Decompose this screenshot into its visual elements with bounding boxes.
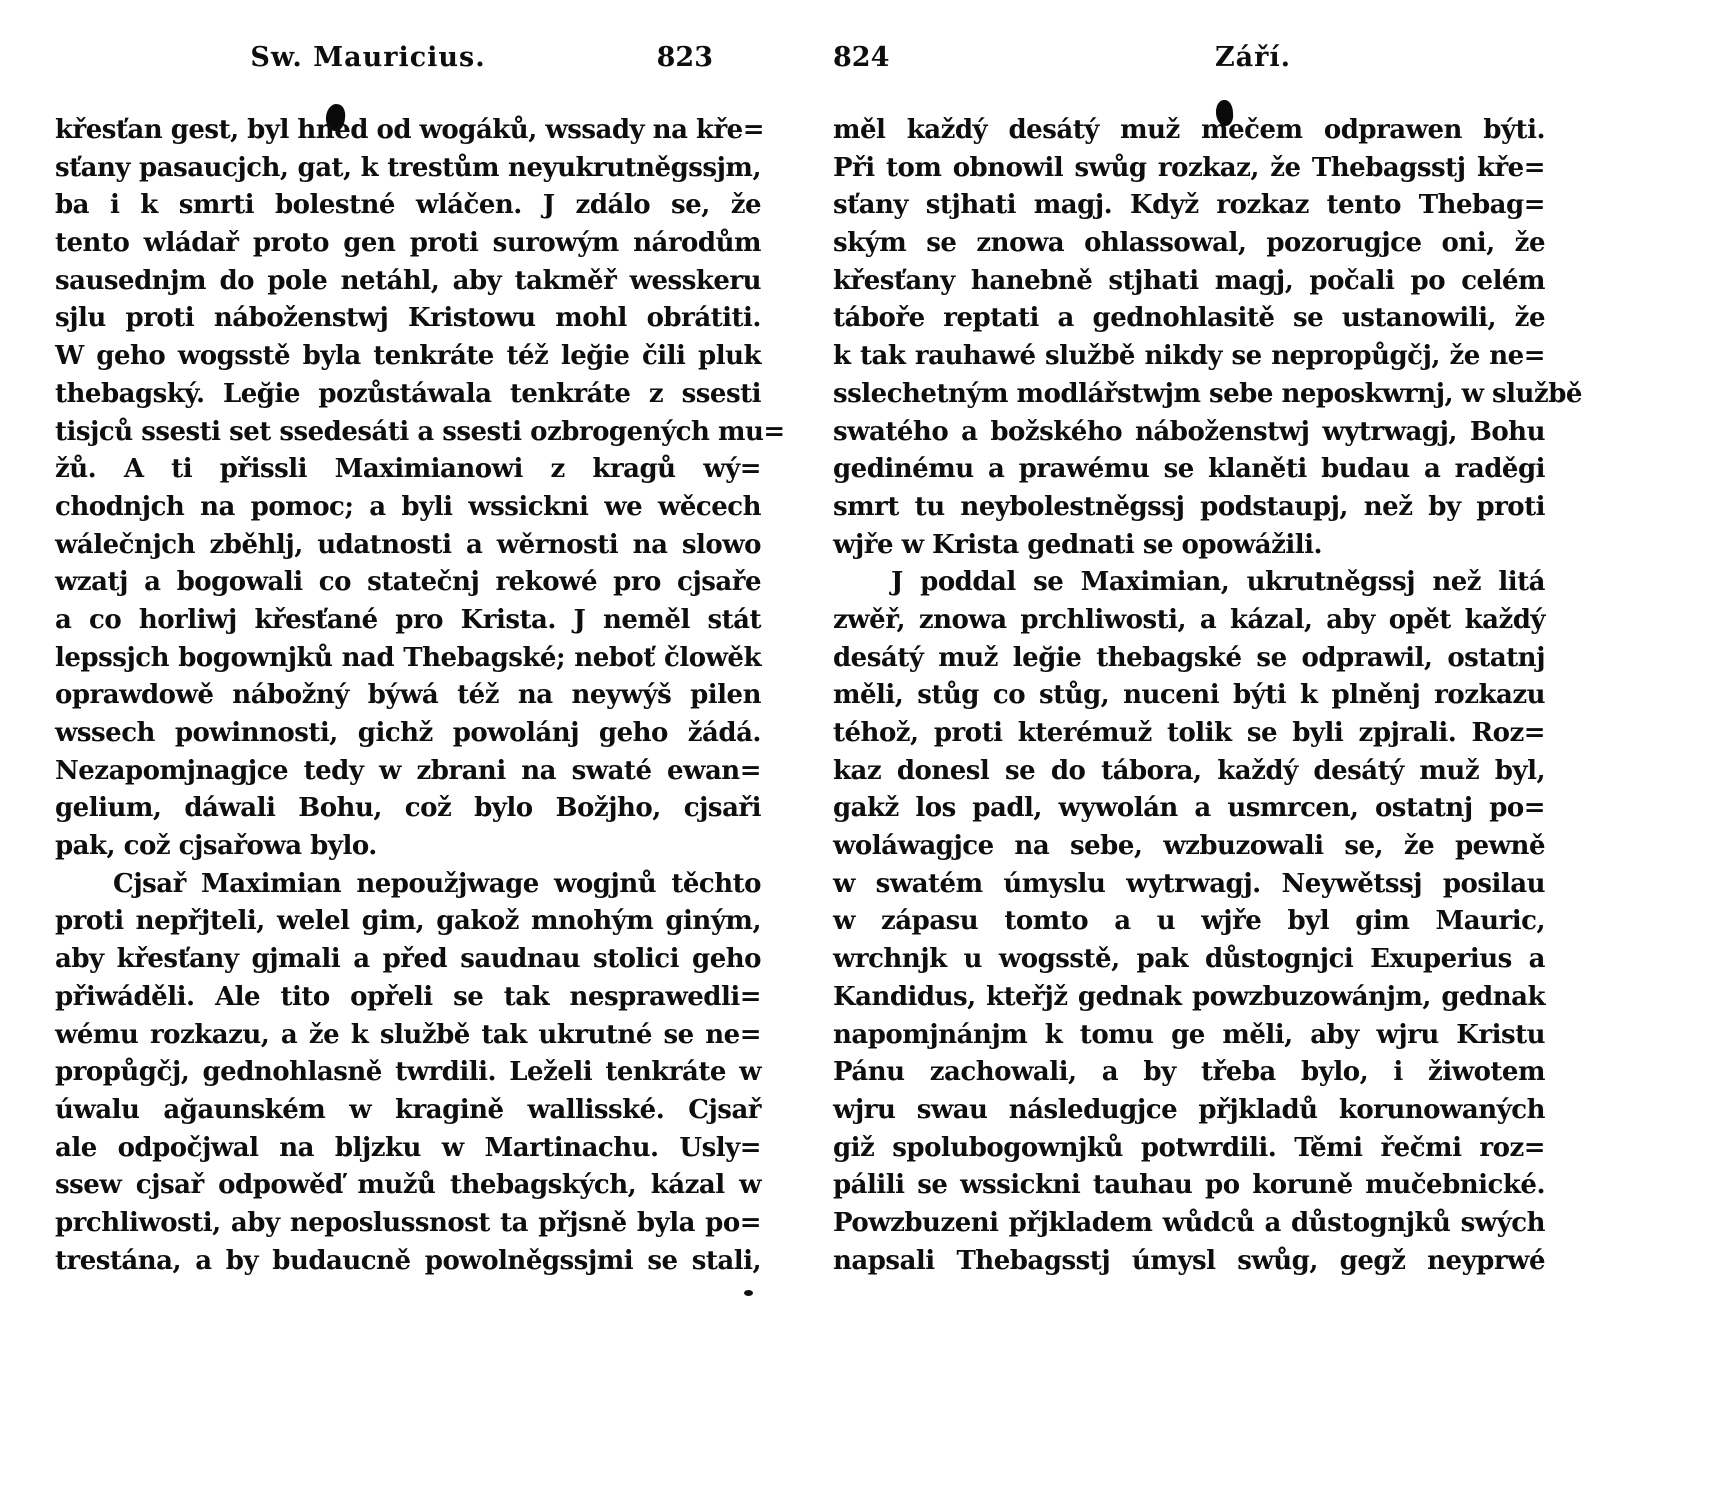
text-line: swatého a božského náboženstwj wytrwagj, Bohu	[833, 416, 1545, 447]
text-line: wálečnjch zběhlj, udatnosti a wěrnosti na slowo	[55, 529, 761, 560]
text-line: wjře w Krista gednati se opowážili.	[833, 529, 1323, 560]
text-line: křesťany hanebně stjhati magj, počali po celém	[833, 265, 1545, 296]
text-line: pálili se wssickni tauhau po koruně mučebnické.	[833, 1170, 1545, 1201]
text-line: kaz donesl se do tábora, každý desátý muž byl,	[833, 755, 1545, 786]
text-line: proti nepřjteli, welel gim, gakož mnohým giným,	[55, 906, 761, 937]
text-line: oprawdowě nábožný býwá též na neywýš pilen	[55, 680, 761, 711]
text-line: propůgčj, gednohlasně twrdili. Leželi tenkráte w	[55, 1057, 761, 1088]
text-line: Cjsař Maximian nepoužjwage wogjnů těchto	[113, 868, 761, 899]
text-line: chodnjch na pomoc; a byli wssickni we wěcech	[55, 491, 761, 522]
running-title-left: Sw. Mauricius.	[250, 42, 486, 73]
page-right	[833, 0, 1582, 1501]
text-line: desátý muž leğie thebagské se odprawil, ostatnj	[833, 642, 1545, 673]
text-line: žů. A ti přissli Maximianowi z kragů wý=	[55, 454, 761, 485]
text-line: W geho wogsstě byla tenkráte též leğie čili pluk	[55, 341, 761, 372]
text-line: úwalu ağaunském w kragině wallisské. Cjsař	[55, 1094, 761, 1125]
text-line: gedinému a prawému se klaněti budau a raděgi	[833, 454, 1545, 485]
text-line: Nezapomjnagjce tedy w zbrani na swaté ewan=	[55, 755, 761, 786]
text-line: tisjců ssesti set ssedesáti a ssesti ozbrogených mu=	[55, 416, 785, 447]
text-line: sjlu proti náboženstwj Kristowu mohl obrátiti.	[55, 303, 761, 334]
text-line: aby křesťany gjmali a před saudnau stolici geho	[55, 944, 761, 975]
text-line: J poddal se Maximian, ukrutněgssj než litá	[891, 567, 1545, 598]
text-line: sslechetným modlářstwjm sebe neposkwrnj, w službě	[833, 378, 1582, 409]
text-line: Kandidus, kteřjž gednak powzbuzowánjm, gednak	[833, 981, 1545, 1012]
text-line: měli, stůg co stůg, nuceni býti k plněnj rozkazu	[833, 680, 1545, 711]
text-line: měl každý desátý muž mečem odprawen býti.	[833, 115, 1545, 145]
page-number-right: 824	[833, 42, 890, 73]
text-column-left	[55, 112, 785, 1280]
text-line: smrt tu neybolestněgssj podstaupj, než by proti	[833, 491, 1545, 522]
page-header-right	[833, 42, 1545, 88]
page-header-left	[55, 42, 761, 88]
text-line: přiwáděli. Ale tito opřeli se tak nesprawedli=	[55, 981, 761, 1012]
text-line: wému rozkazu, a že k službě tak ukrutné se ne=	[55, 1019, 761, 1050]
text-line: sťany pasaucjch, gat, k trestům neyukrutněgssjm,	[55, 152, 761, 183]
text-line: wssech powinnosti, gichž powolánj geho žádá.	[55, 718, 761, 748]
text-line: wjru swau následugjce přjkladů korunowaných	[833, 1094, 1545, 1125]
text-line: gakž los padl, wywolán a usmrcen, ostatnj po=	[833, 793, 1545, 824]
running-title-right: Září.	[1214, 42, 1292, 73]
text-column-right	[833, 112, 1582, 1280]
text-line: tento wládař proto gen proti surowým národům	[55, 228, 761, 259]
text-line: sťany stjhati magj. Když rozkaz tento Thebag=	[833, 190, 1545, 221]
text-line: prchliwosti, aby neposlussnost ta přjsně byla po=	[55, 1207, 761, 1238]
text-line: a co horliwj křesťané pro Krista. J neměl stát	[55, 604, 761, 635]
text-line: sausednjm do pole netáhl, aby takměř wesskeru	[55, 265, 761, 296]
text-line: napsali Thebagsstj úmysl swůg, gegž neyprwé	[833, 1245, 1545, 1276]
text-line: w swatém úmyslu wytrwagj. Neywětssj posilau	[833, 868, 1545, 899]
text-line: k tak rauhawé službě nikdy se nepropůgčj, že ne=	[833, 341, 1545, 372]
text-line: táboře reptati a gednohlasitě se ustanowili, že	[833, 303, 1545, 334]
text-line: lepssjch bogownjků nad Thebagské; neboť člowěk	[55, 642, 761, 673]
text-line: ssew cjsař odpowěď mužů thebagských, kázal w	[55, 1170, 761, 1201]
text-line: zwěř, znowa prchliwosti, a kázal, aby opět každý	[833, 604, 1545, 635]
text-line: Pánu zachowali, a by třeba bylo, i žiwotem	[833, 1057, 1545, 1088]
text-line: gelium, dáwali Bohu, což bylo Božjho, cjsaři	[55, 793, 761, 824]
text-line: ba i k smrti bolestné wláčen. J zdálo se, že	[55, 190, 761, 221]
text-line: křesťan gest, byl hned od wogáků, wssady na kře=	[55, 115, 765, 145]
text-line: ale odpočjwal na bljzku w Martinachu. Usly=	[55, 1132, 761, 1163]
text-line: Powzbuzeni přjkladem wůdců a důstognjků swých	[833, 1207, 1545, 1238]
text-line: pak, což cjsařowa bylo.	[55, 831, 377, 862]
text-line: trestána, a by budaucně powolněgssjmi se stali,	[55, 1245, 761, 1276]
page-number-left: 823	[656, 42, 713, 73]
text-line: w zápasu tomto a u wjře byl gim Mauric,	[833, 906, 1545, 937]
page-left	[55, 0, 785, 1501]
text-line: téhož, proti kterémuž tolik se byli zpjrali. Roz=	[833, 718, 1545, 748]
text-line: Při tom obnowil swůg rozkaz, že Thebagsstj kře=	[833, 152, 1545, 183]
text-line: giž spolubogownjků potwrdili. Těmi řečmi roz=	[833, 1132, 1545, 1163]
text-line: wrchnjk u wogsstě, pak důstognjci Exuperius a	[833, 944, 1545, 975]
text-line: ským se znowa ohlassowal, pozorugjce oni, že	[833, 228, 1545, 259]
text-line: napomjnánjm k tomu ge měli, aby wjru Kristu	[833, 1019, 1545, 1050]
text-line: wzatj a bogowali co statečnj rekowé pro cjsaře	[55, 567, 761, 598]
text-line: woláwagjce na sebe, wzbuzowali se, že pewně	[833, 831, 1545, 862]
text-line: thebagský. Leğie pozůstáwala tenkráte z ssesti	[55, 378, 761, 409]
